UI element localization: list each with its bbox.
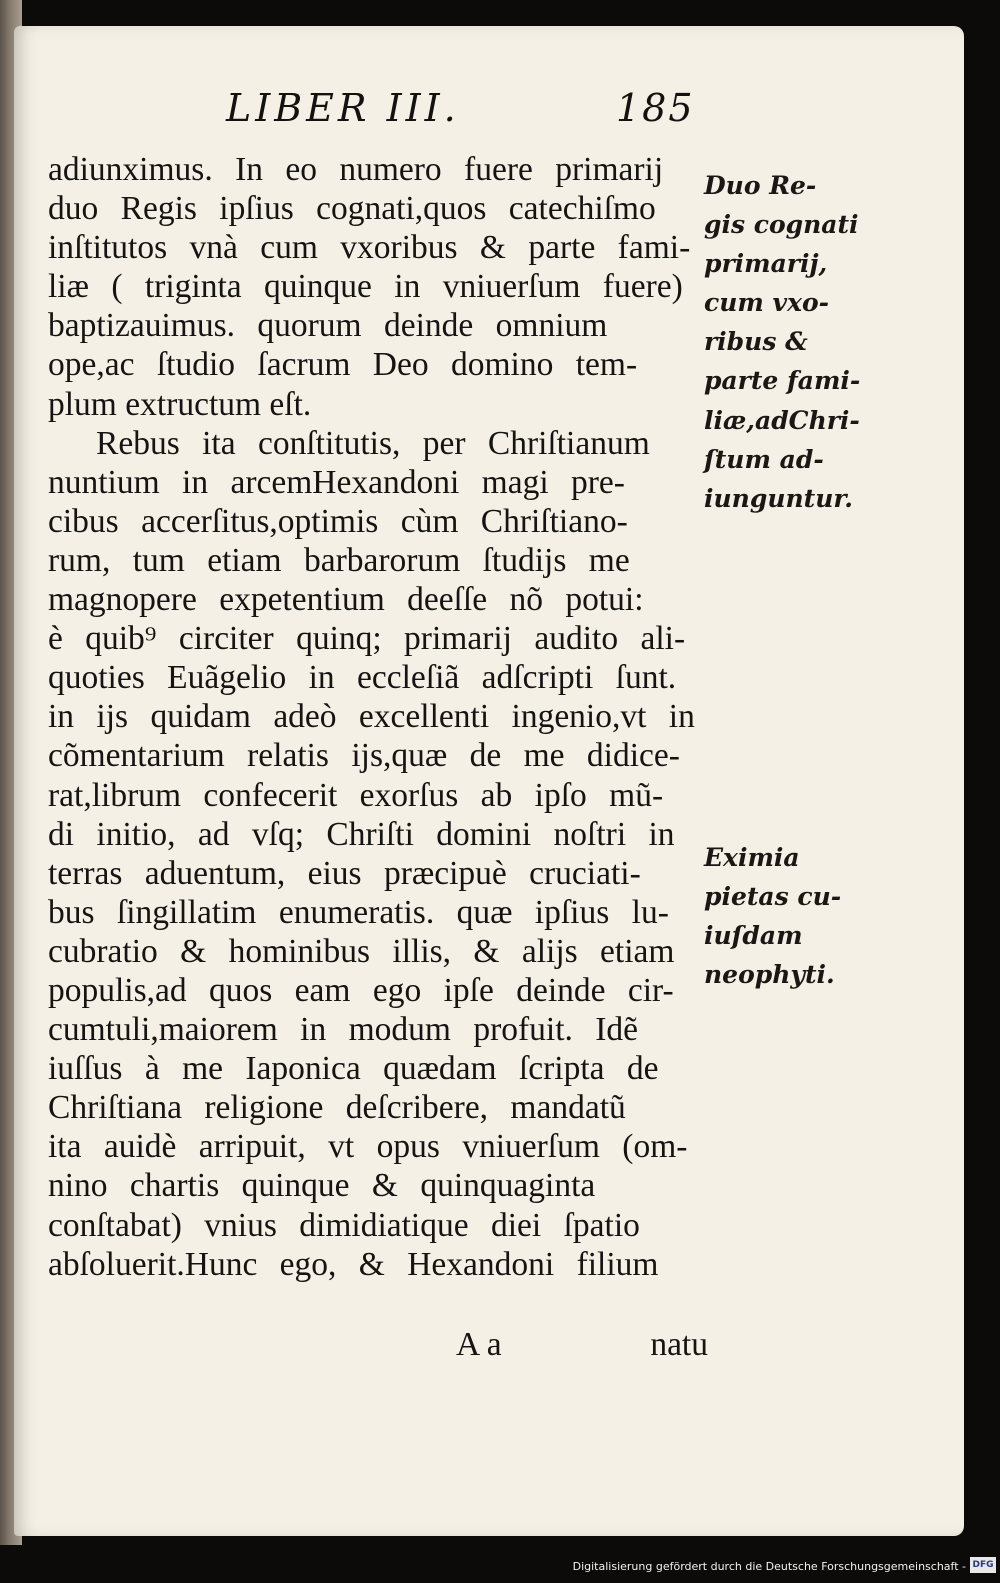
text-line: cumtuli,maiorem in modum profuit. Idẽ — [48, 1011, 639, 1049]
margin-note-line: liæ,adChri- — [704, 405, 860, 435]
text-line: è quib⁹ circiter quinq; primarij audito ali- — [48, 620, 686, 658]
margin-note-line: Duo Re- — [704, 171, 817, 200]
text-line: baptizauimus. quorum deinde omnium — [48, 307, 608, 345]
text-line: magnopere expetentium deeſſe nõ potui: — [48, 581, 644, 619]
running-head: LIBER III. — [226, 86, 460, 130]
text-line: rum, tum etiam barbarorum ſtudijs me — [48, 541, 630, 579]
margin-note-line: pietas cu- — [704, 882, 842, 912]
main-text-block — [48, 150, 708, 1284]
signature-mark: A a — [456, 1326, 502, 1363]
text-line: ita auidè arripuit, vt opus vniuerſum (om- — [48, 1128, 688, 1166]
margin-note-1 — [704, 166, 864, 518]
dfg-logo: DFG — [970, 1557, 996, 1573]
text-line: liæ ( triginta quinque in vniuerſum fuere) — [48, 268, 683, 306]
margin-note-line: ſtum ad- — [704, 444, 824, 474]
margin-note-line: iunguntur. — [704, 483, 853, 513]
margin-note-line: ribus & — [704, 327, 808, 357]
margin-note-line: gis cognati — [704, 210, 859, 240]
catchword: natu — [650, 1326, 708, 1363]
margin-note-line: parte fami- — [704, 366, 861, 396]
margin-note-line: primarij, — [704, 249, 828, 279]
text-line: plum extructum eſt. — [48, 385, 312, 423]
text-line: populis,ad quos eam ego ipſe deinde cir- — [48, 971, 674, 1009]
text-line: Rebus ita conſtitutis, per Chriſtianum — [96, 424, 650, 462]
text-line: terras aduentum, eius præcipuè cruciati- — [48, 854, 641, 892]
text-line: di initio, ad vſq; Chriſti domini noſtri in — [48, 815, 675, 853]
margin-note-2 — [704, 838, 864, 994]
book-page — [14, 26, 964, 1536]
text-line: bus ſingillatim enumeratis. quæ ipſius lu- — [48, 893, 669, 931]
text-line: inſtitutos vnà cum vxoribus & parte fami- — [48, 229, 691, 267]
text-line: cubratio & hominibus illis, & alijs etiam — [48, 932, 675, 970]
text-line: cibus accerſitus,optimis cùm Chriſtiano- — [48, 502, 628, 540]
text-line: iuſſus à me Iaponica quædam ſcripta de — [48, 1050, 659, 1088]
page-header — [14, 86, 964, 136]
page-number: 185 — [616, 86, 695, 130]
margin-note-line: neophyti. — [704, 960, 835, 990]
text-line: abſoluerit.Hunc ego, & Hexandoni filium — [48, 1245, 659, 1283]
text-line: ope,ac ſtudio ſacrum Deo domino tem- — [48, 346, 638, 384]
page-footer — [48, 1326, 708, 1366]
margin-note-line: Eximia — [704, 843, 800, 872]
margin-note-line: iuſdam — [704, 921, 803, 951]
text-line: conſtabat) vnius dimidiatique diei ſpatio — [48, 1206, 640, 1244]
text-line: quoties Euãgelio in eccleſiã adſcripti ſunt. — [48, 659, 677, 697]
text-line: Chriſtiana religione deſcribere, mandatũ — [48, 1089, 626, 1127]
text-line: cõmentarium relatis ijs,quæ de me didice- — [48, 737, 680, 775]
margin-note-line: cum vxo- — [704, 288, 830, 318]
text-line: nino chartis quinque & quinquaginta — [48, 1167, 596, 1205]
text-line: nuntium in arcemHexandoni magi pre- — [48, 463, 625, 501]
digitization-credit: Digitalisierung gefördert durch die Deutsche Forschungsgemeinschaft - — [572, 1560, 966, 1573]
text-line: adiunximus. In eo numero fuere primarij — [48, 151, 664, 188]
text-line: rat,librum confecerit exorſus ab ipſo mũ- — [48, 776, 664, 814]
text-line: in ijs quidam adeò excellenti ingenio,vt in — [48, 698, 695, 736]
text-line: duo Regis ipſius cognati,quos catechiſmo — [48, 190, 656, 228]
